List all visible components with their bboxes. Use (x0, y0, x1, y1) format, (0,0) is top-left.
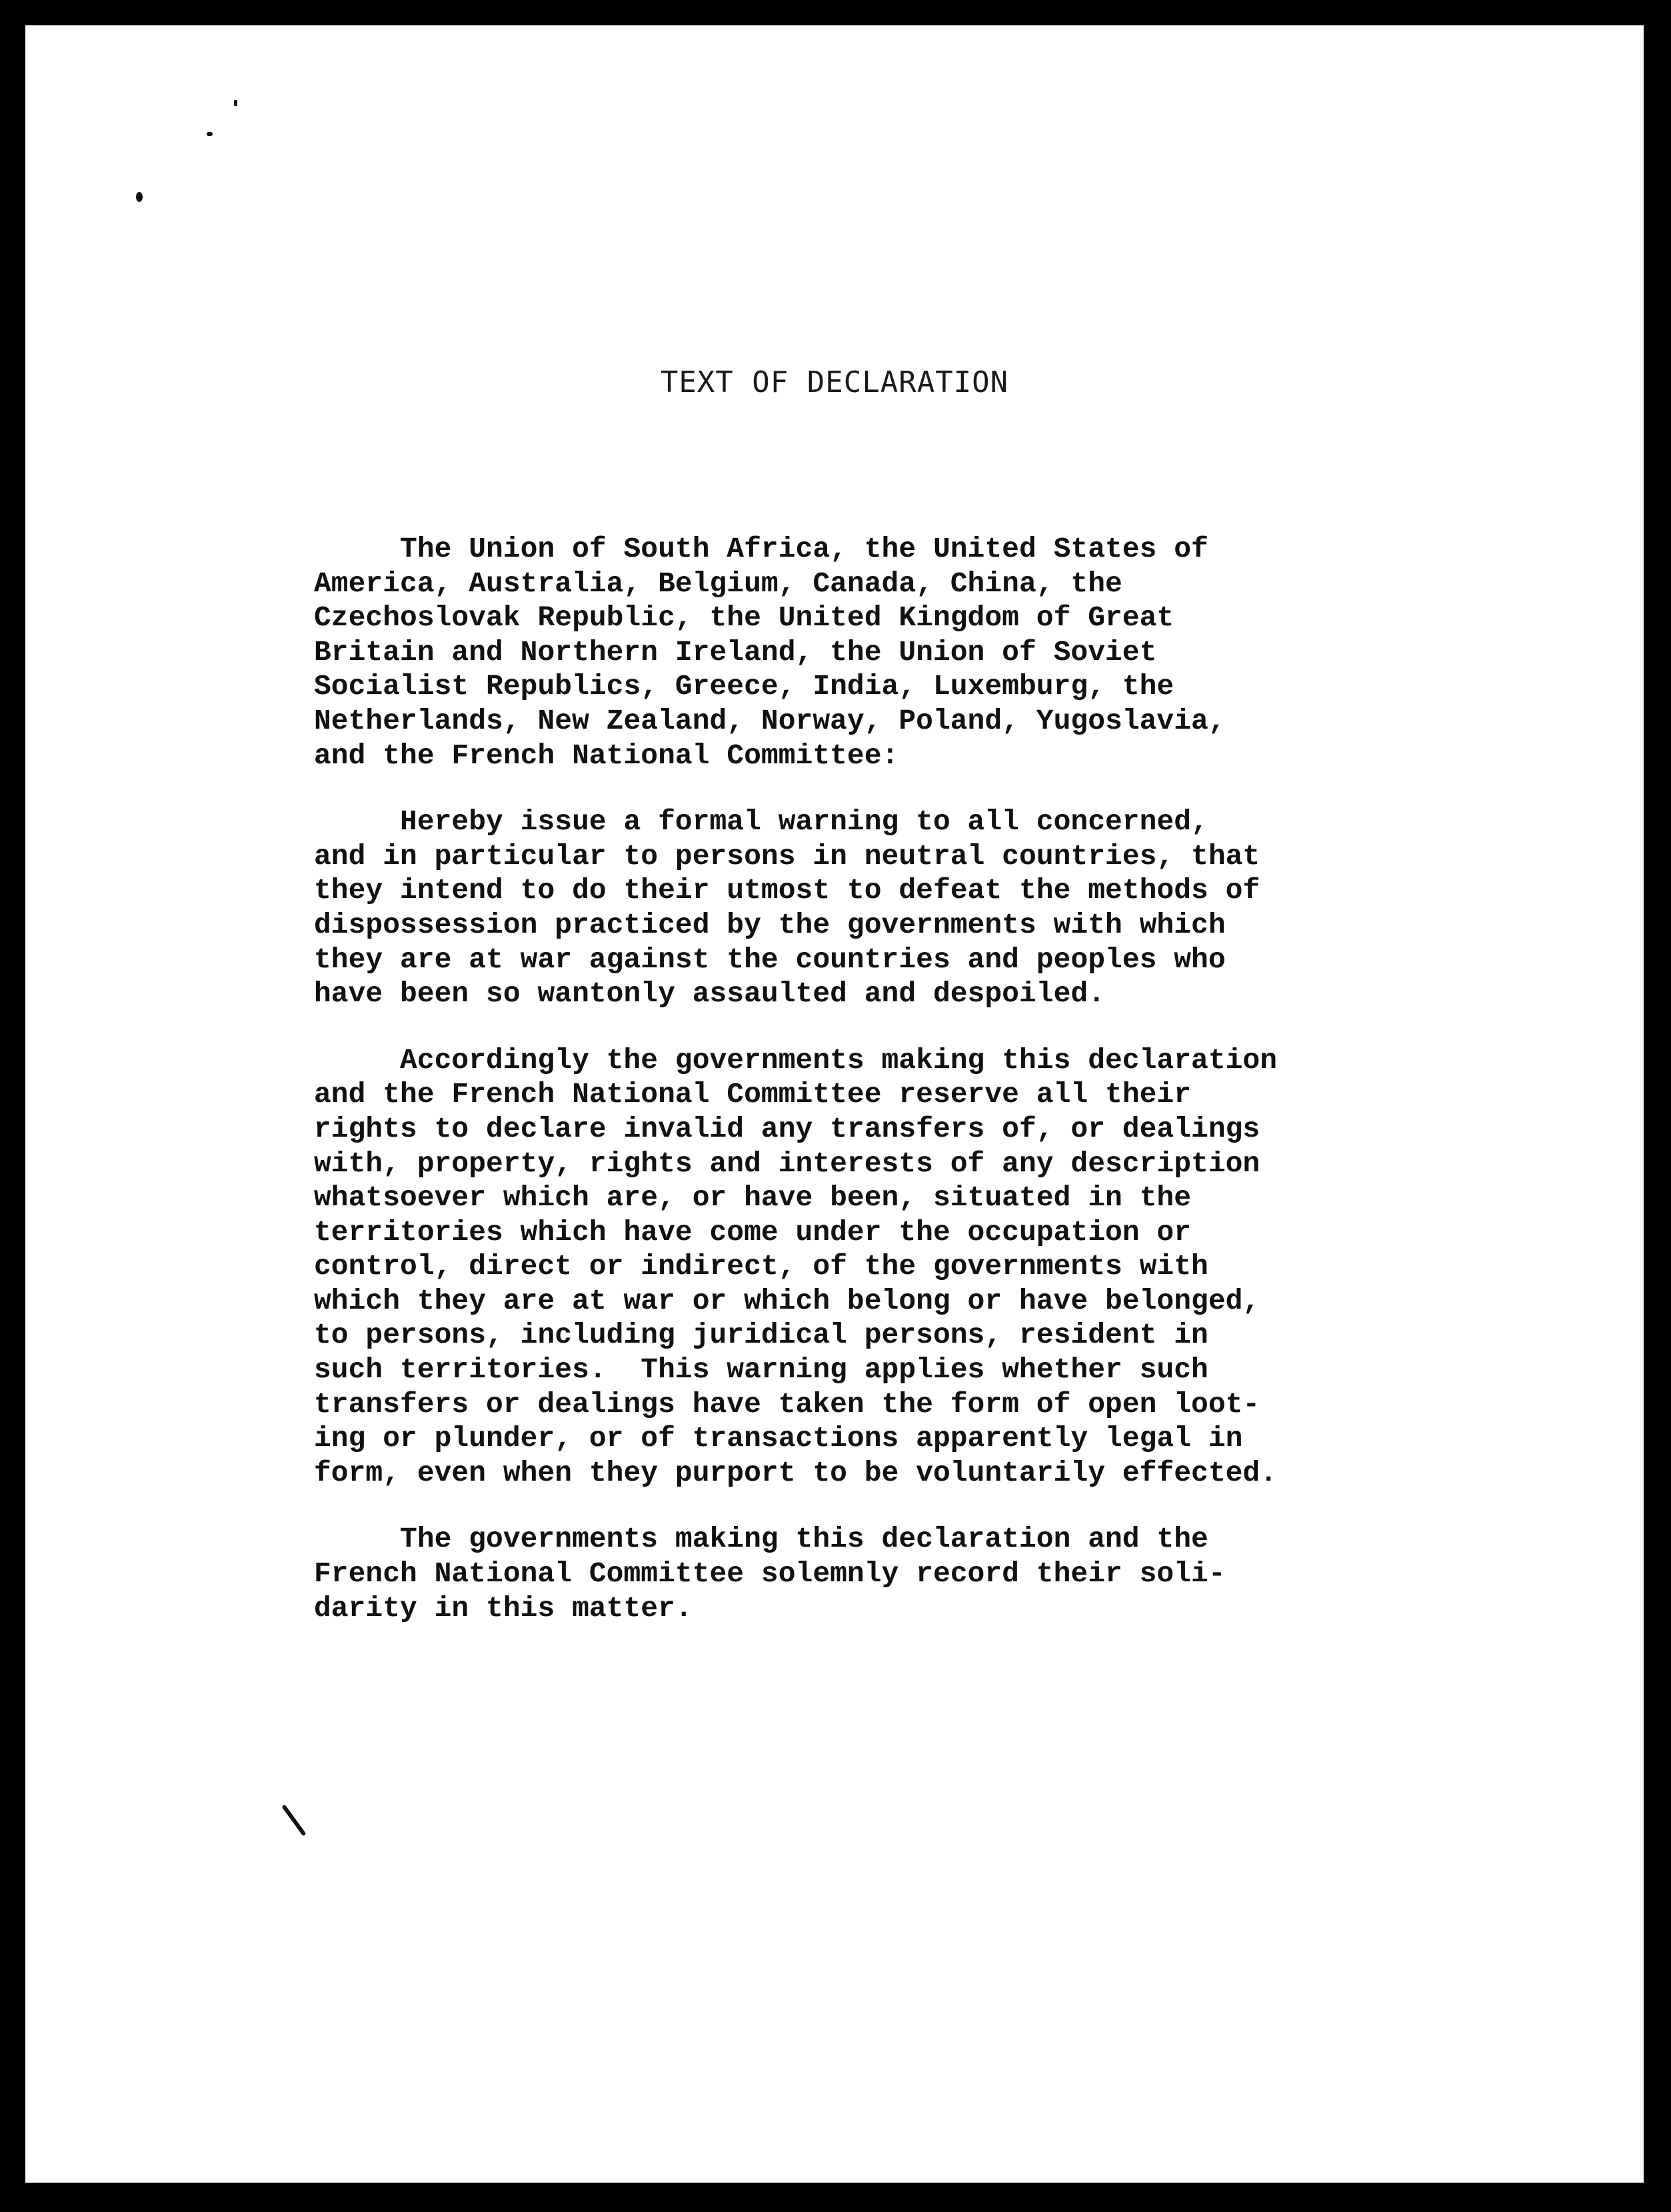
text-line: whatsoever which are, or have been, situated in the (314, 1181, 1192, 1215)
text-line: Accordingly the governments making this declaration (314, 1043, 1278, 1077)
text-line: transfers or dealings have taken the form of open loot- (314, 1387, 1260, 1421)
text-line: such territories. This warning applies whether such (314, 1353, 1208, 1387)
scan-speck (234, 100, 237, 106)
text-line: The Union of South Africa, the United States of (314, 533, 1208, 565)
text-line: to persons, including juridical persons, resident in (314, 1319, 1208, 1352)
scan-speck (281, 1804, 306, 1836)
paragraph-preamble (314, 532, 1567, 773)
text-line: which they are at war or which belong or have belonged, (314, 1284, 1260, 1317)
paragraph-warning (314, 805, 1567, 1011)
text-line: dispossession practiced by the governments with which (314, 908, 1226, 941)
text-line: territories which have come under the occupation or (314, 1215, 1192, 1249)
text-line: they are at war against the countries and peoples who (314, 943, 1226, 976)
text-line: they intend to do their utmost to defeat the methods of (314, 874, 1260, 907)
text-line: Socialist Republics, Greece, India, Luxemburg, the (314, 670, 1174, 703)
text-line: Hereby issue a formal warning to all concerned, (314, 805, 1208, 839)
text-line: rights to declare invalid any transfers of, or dealings (314, 1112, 1260, 1145)
text-line: with, property, rights and interests of any description (314, 1147, 1260, 1180)
text-line: have been so wantonly assaulted and despoiled. (314, 977, 1105, 1011)
text-line: Britain and Northern Ireland, the Union of Soviet (314, 635, 1157, 669)
document-body (314, 532, 1567, 1657)
document-title: TEXT OF DECLARATION (660, 365, 1009, 399)
scan-speck (136, 192, 143, 202)
text-line: ing or plunder, or of transactions apparently legal in (314, 1422, 1243, 1455)
text-line: America, Australia, Belgium, Canada, China, the (314, 567, 1122, 600)
text-line: Czechoslovak Republic, the United Kingdom of Great (314, 601, 1174, 635)
text-line: darity in this matter. (314, 1591, 693, 1625)
text-line: The governments making this declaration and the (314, 1523, 1208, 1556)
text-line: French National Committee solemnly record their soli- (314, 1557, 1226, 1591)
text-line: Netherlands, New Zealand, Norway, Poland, Yugoslavia, (314, 704, 1226, 737)
text-line: and the French National Committee reserve all their (314, 1078, 1192, 1111)
text-line: form, even when they purport to be voluntarily effected. (314, 1456, 1278, 1489)
paragraph-reservation (314, 1043, 1567, 1491)
paragraph-solidarity (314, 1522, 1567, 1625)
document-page (25, 25, 1644, 2183)
text-line: and the French National Committee: (314, 739, 899, 772)
text-line: control, direct or indirect, of the governments with (314, 1250, 1208, 1283)
scan-speck (207, 132, 213, 136)
text-line: and in particular to persons in neutral countries, that (314, 839, 1260, 873)
